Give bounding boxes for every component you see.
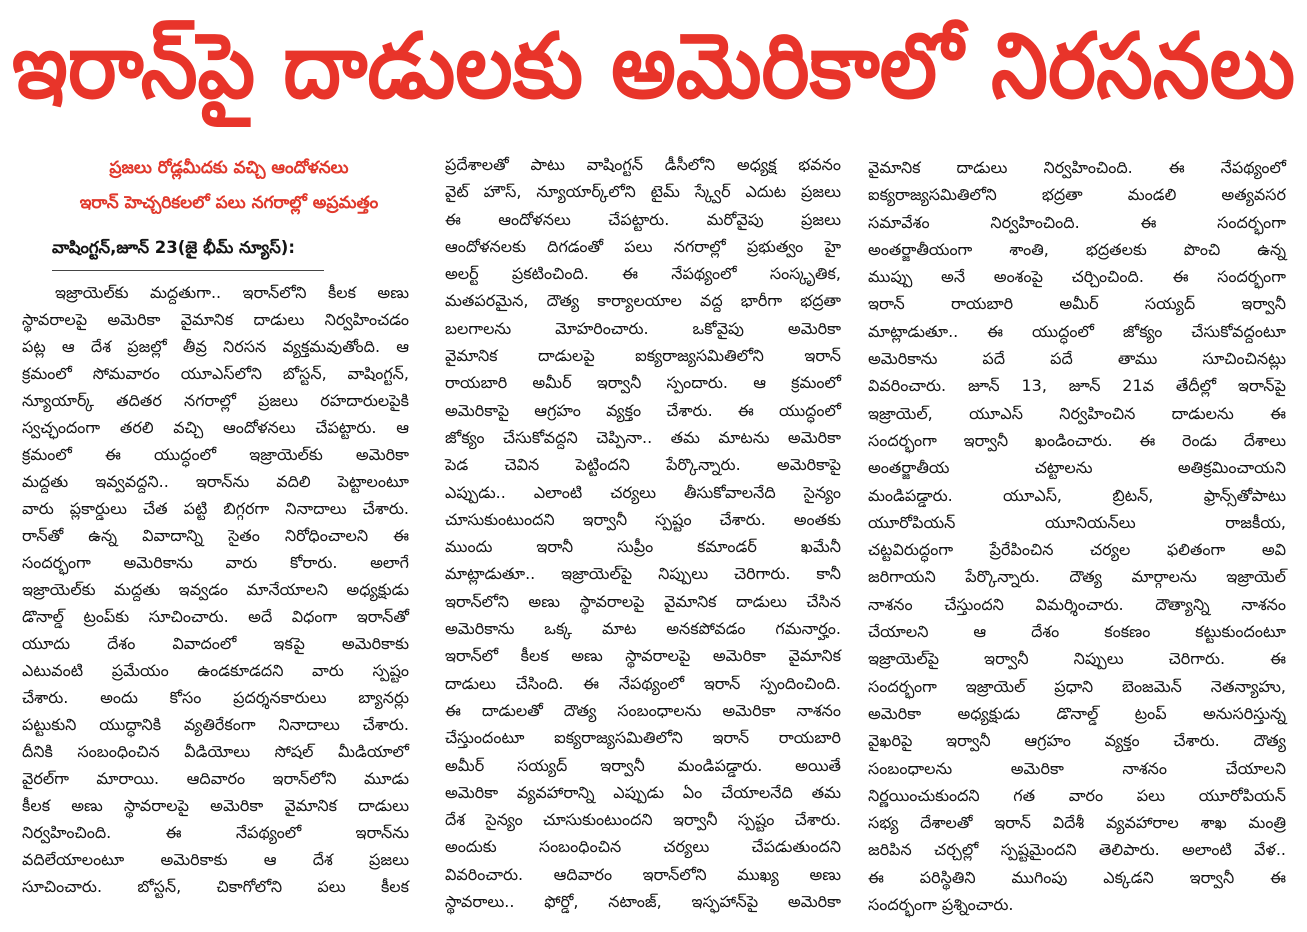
body-line-text: ఎటువంటి ప్రమేయం ఉండకూడదని వారు స్పష్టం: [22, 661, 409, 680]
body-line: [868, 236, 1286, 263]
body-line: [445, 206, 841, 233]
body-line-text: అమీర్ సయ్యద్ ఇర్వానీ మండిపడ్డారు. అయితే: [445, 755, 841, 775]
body-line: [868, 400, 1286, 427]
body-line-text: మాట్లాడుతూ.. ఈ యుద్ధంలో జోక్యం చేసుకోవద్దంటూ: [868, 321, 1286, 341]
body-line-text: సూచించారు. బోస్టన్, చికాగోలోని పలు కీలక: [22, 877, 409, 896]
body-line-text: అలర్ట్ ప్రకటించింది. ఈ నేపథ్యంలో సంస్కృతిక,: [445, 264, 841, 284]
body-line-text: సమావేశం నిర్వహించింది. ఈ సందర్భంగా: [868, 212, 1286, 232]
body-line: [445, 806, 841, 833]
body-line-text: అమెరికా అధ్యక్షుడు డొనాల్డ్ ట్రంప్ అనుసరిస్తున్న: [868, 703, 1286, 723]
body-line: [445, 424, 841, 451]
body-line: [22, 738, 409, 765]
body-line-text: చూసుకుంటుందని ఇర్వానీ స్పష్టం చేశారు. అంతకు: [445, 509, 841, 529]
body-line-text: జరిపిన చర్చల్లో స్పష్టమైందని తెలిపారు. అలాంటి వేళ..: [868, 840, 1286, 860]
body-line: [22, 387, 409, 414]
body-line-text: సందర్భంగా ఇర్వానీ ఖండించారు. ఈ రెండు దేశాలు: [868, 430, 1286, 450]
body-line-text: ఇజ్రాయెల్‌పై ఇర్వానీ నిప్పులు చెరిగారు. ఈ: [868, 649, 1286, 669]
body-line-text: అమెరికా వ్యవహారాన్ని ఎప్పుడు ఏం చేయాలనేది తమ: [445, 782, 841, 802]
body-line: [22, 576, 409, 603]
body-line-text: జోక్యం చేసుకోవద్దని చెప్పినా.. తమ మాటను అమెరికా: [445, 427, 841, 447]
body-line: [22, 495, 409, 522]
body-line-text: ముప్పు అనే అంశంపై చర్చించింది. ఈ సందర్భంగా: [868, 267, 1286, 287]
body-line-text: ఎప్పుడు.. ఎలాంటి చర్యలు తీసుకోవాలనేది సైన్యం: [445, 482, 841, 502]
body-line: [445, 588, 841, 615]
body-line: [22, 306, 409, 333]
body-line: [445, 369, 841, 396]
body-line: [22, 873, 409, 900]
body-line-text: అమెరికాను పదే పదే తాము సూచించినట్లు: [868, 349, 1286, 369]
body-line: [868, 427, 1286, 454]
headline: [12, 14, 1295, 120]
subheadline-line: [40, 151, 418, 186]
dateline: [52, 235, 352, 261]
body-line: [868, 290, 1286, 317]
body-line-text: వదిలేయాలంటూ అమెరికాకు ఆ దేశ ప్రజలు: [22, 850, 409, 869]
body-line-text: నిర్ణయించుకుందని గత వారం పలు యూరోపియన్: [868, 785, 1286, 805]
body-line: [445, 233, 841, 260]
body-line: [22, 792, 409, 819]
dateline-rule: [52, 270, 324, 271]
body-line: [445, 752, 841, 779]
body-line: [22, 711, 409, 738]
body-line-text: యూరోపియన్ యూనియన్‌లు రాజకీయ,: [868, 512, 1286, 532]
article-column-3: [868, 154, 1286, 918]
body-line-text: మాట్లాడుతూ.. ఇజ్రాయెల్‌పై నిప్పులు చెరిగారు. కానీ: [445, 564, 841, 584]
body-line: [868, 454, 1286, 481]
body-line-text: పట్ల ఆ దేశ ప్రజల్లో తీవ్ర నిరసన వ్యక్తమవుతోంది. ఆ: [22, 337, 409, 356]
body-line-text: సభ్య దేశాలతో ఇరాన్ విదేశీ వ్యవహారాల శాఖ మంత్రి: [868, 813, 1286, 833]
subheadline-text: ప్రజలు రోడ్లమీదకు వచ్చి ఆందోళనలు: [109, 158, 349, 178]
body-line: [445, 560, 841, 587]
body-line-text: సందర్భంగా ప్రశ్నించారు.: [868, 895, 1014, 915]
body-line: [22, 603, 409, 630]
body-line-text: స్థావరాలు.. ఫోర్డో, నటాంజ్, ఇస్ఫహాన్‌పై అమెరికా: [445, 892, 841, 912]
body-line: [445, 833, 841, 860]
body-line: [868, 809, 1286, 836]
body-line-text: ఇరాన్ రాయబారి అమీర్ సయ్యద్ ఇర్వానీ: [868, 294, 1286, 314]
body-line-text: క్రమంలో ఈ యుద్ధంలో ఇజ్రాయెల్‌కు అమెరికా: [22, 445, 409, 464]
body-line: [22, 549, 409, 576]
body-line-text: ఈ దాడులతో దౌత్య సంబంధాలను అమెరికా నాశనం: [445, 700, 841, 720]
body-line: [22, 522, 409, 549]
body-line-text: అంతర్జాతీయ చట్టాలను అతిక్రమించాయని: [868, 458, 1286, 478]
body-line-text: పెడ చెవిన పెట్టిందని పేర్కొన్నారు. అమెరికాపై: [445, 455, 841, 475]
body-line: [868, 755, 1286, 782]
body-line-text: ప్రదేశాలతో పాటు వాషింగ్టన్ డీసీలోని అధ్యక్ష భవనం: [445, 155, 841, 174]
body-line-text: సంబంధాలను అమెరికా నాశనం చేయాలని: [868, 758, 1286, 778]
body-line: [445, 670, 841, 697]
body-line-text: కీలక అణు స్థావరాలపై అమెరికా వైమానిక దాడులు: [22, 796, 409, 815]
body-line-text: నిర్వహించింది. ఈ నేపథ్యంలో ఇరాన్‌ను: [22, 823, 409, 842]
body-line: [445, 615, 841, 642]
body-line: [868, 891, 1286, 918]
body-line: [868, 181, 1286, 208]
body-line: [868, 836, 1286, 863]
body-line: [868, 318, 1286, 345]
body-line-text: వారు ప్లకార్డులు చేత పట్టి బిగ్గరగా నినాదాలు చేశారు.: [22, 499, 409, 518]
body-line: [445, 697, 841, 724]
body-line-text: బలగాలను మోహరించారు. ఒకోవైపు అమెరికా: [445, 318, 841, 338]
body-line-text: న్యూయార్క్ తదితర నగరాల్లో ప్రజలు రహదారులపైకి: [22, 391, 409, 410]
body-line: [22, 819, 409, 846]
body-line: [22, 468, 409, 495]
body-line: [445, 506, 841, 533]
body-line: [445, 397, 841, 424]
body-line: [868, 372, 1286, 399]
body-line-text: వివరించారు. జూన్ 13, జూన్ 21వ తేదీల్లో ఇరాన్‌పై: [868, 376, 1286, 396]
body-line: [22, 765, 409, 792]
body-line-text: నాశనం చేస్తుందని విమర్శించారు. దౌత్యాన్ని నాశనం: [868, 594, 1286, 614]
body-line-text: స్వచ్ఛందంగా తరలి వచ్చి ఆందోళనలు చేపట్టారు. ఆ: [22, 418, 409, 437]
body-line-text: అందుకు సంబంధించిన చర్యలు చేపడుతుందని: [445, 837, 841, 857]
body-line: [868, 563, 1286, 590]
body-line-text: వైఖరిపై ఇర్వానీ ఆగ్రహం వ్యక్తం చేశారు. దౌత్య: [868, 731, 1286, 751]
body-line: [22, 684, 409, 711]
body-line: [868, 482, 1286, 509]
body-line-text: దాడులు చేసింది. ఈ నేపథ్యంలో ఇరాన్ స్పందించింది.: [445, 673, 841, 693]
body-line-text: చేస్తుందంటూ ఐక్యరాజ్యసమితిలోని ఇరాన్ రాయబారి: [445, 728, 841, 748]
body-line-text: వివరించారు. ఆదివారం ఇరాన్‌లోని ముఖ్య అణు: [445, 864, 841, 884]
body-line-text: ఇజ్రాయెల్‌కు మద్దతుగా.. ఇరాన్‌లోని కీలక అణు: [55, 283, 409, 302]
body-line: [445, 260, 841, 287]
article-column-1: [22, 279, 409, 900]
body-line: [445, 642, 841, 669]
body-line: [445, 342, 841, 369]
body-line: [868, 345, 1286, 372]
body-line: [868, 263, 1286, 290]
body-line: [868, 864, 1286, 891]
subheadline: [40, 151, 418, 221]
body-line-text: వైట్ హౌస్, న్యూయార్క్‌లోని టైమ్ స్క్వేర్ ఎదుట ప్రజలు: [445, 182, 841, 202]
body-line-text: మద్దతు ఇవ్వవద్దని.. ఇరాన్‌ను వదిలి పెట్టాలంటూ: [22, 472, 409, 491]
body-line: [445, 861, 841, 888]
body-line: [868, 509, 1286, 536]
body-line: [868, 154, 1286, 181]
body-line-text: ఇజ్రాయెల్, యూఎస్ నిర్వహించిన దాడులను ఈ: [868, 403, 1286, 423]
body-line: [868, 536, 1286, 563]
body-line-text: మతపరమైన, దౌత్య కార్యాలయాల వద్ద భారీగా భద్రతా: [445, 291, 841, 311]
body-line: [868, 209, 1286, 236]
body-line: [445, 451, 841, 478]
body-line-text: చేయాలని ఆ దేశం కంకణం కట్టుకుందంటూ: [868, 622, 1286, 642]
body-line: [22, 414, 409, 441]
body-line: [22, 441, 409, 468]
body-line-text: ఇజ్రాయెల్‌కు మద్దతు ఇవ్వడం మానేయాలని అధ్యక్షుడు: [22, 580, 409, 599]
body-line: [22, 846, 409, 873]
body-line-text: యూదు దేశం వివాదంలో ఇకపై అమెరికాకు: [22, 634, 409, 653]
body-line-text: రాన్‌తో ఉన్న వివాదాన్ని సైతం నిరోధించాలని ఈ: [22, 526, 409, 545]
body-line-text: రాయబారి అమీర్ ఇర్వానీ స్పందారు. ఆ క్రమంలో: [445, 373, 841, 393]
body-line-text: ఆందోళనలకు దిగడంతో పలు నగరాల్లో ప్రభుత్వం హై: [445, 236, 841, 256]
body-line: [868, 782, 1286, 809]
body-line: [445, 724, 841, 751]
body-line-text: స్థావరాలపై అమెరికా వైమానిక దాడులు నిర్వహించడం: [22, 310, 409, 329]
article-column-2: [445, 151, 841, 915]
body-line: [445, 287, 841, 314]
body-line-text: అమెరికాను ఒక్క మాట అనకపోవడం గమనార్హం.: [445, 619, 841, 639]
body-line-text: ఈ పరిస్థితిని ముగింపు ఎక్కడని ఇర్వానీ ఈ: [868, 867, 1286, 887]
body-line-text: వైమానిక దాడులు నిర్వహించింది. ఈ నేపథ్యంలో: [868, 158, 1286, 177]
body-line: [868, 645, 1286, 672]
body-line-text: మండిపడ్డారు. యూఎస్, బ్రిటన్, ఫ్రాన్స్‌తోపాటు: [868, 485, 1286, 505]
body-line: [22, 657, 409, 684]
body-line: [868, 727, 1286, 754]
body-line-text: పట్టుకుని యుద్ధానికి వ్యతిరేకంగా నినాదాలు చేశారు.: [22, 715, 409, 734]
body-line-text: డొనాల్డ్ ట్రంప్‌కు సూచించారు. అదే విధంగా ఇరాన్‌తో: [22, 607, 409, 626]
body-line: [22, 333, 409, 360]
body-line: [445, 779, 841, 806]
body-line: [868, 700, 1286, 727]
body-line-text: చేశారు. అందు కోసం ప్రదర్శనకారులు బ్యానర్లు: [22, 688, 409, 707]
body-line-text: దేశ సైన్యం చూసుకుంటుందని ఇర్వానీ స్పష్టం చేశారు.: [445, 810, 841, 830]
body-line: [445, 151, 841, 178]
body-line-text: క్రమంలో సోమవారం యూఎస్‌లోని బోస్టన్, వాషింగ్టన్,: [22, 364, 409, 383]
body-line: [868, 673, 1286, 700]
body-line: [445, 315, 841, 342]
body-line: [868, 591, 1286, 618]
body-line: [22, 279, 409, 306]
body-line: [445, 178, 841, 205]
body-line-text: అంతర్జాతీయంగా శాంతి, భద్రతలకు పొంచి ఉన్న: [868, 239, 1286, 259]
body-line-text: జరిగాయని పేర్కొన్నారు. దౌత్య మార్గాలను ఇజ్రాయెల్: [868, 567, 1286, 587]
body-line-text: వైమానిక దాడులపై ఐక్యరాజ్యసమితిలోని ఇరాన్: [445, 346, 841, 366]
body-line: [868, 618, 1286, 645]
body-line: [22, 360, 409, 387]
body-line-text: ఇరాన్‌లోని అణు స్థావరాలపై వైమానిక దాడులు చేసిన: [445, 591, 841, 611]
body-line: [22, 630, 409, 657]
subheadline-line: [40, 186, 418, 221]
body-line-text: ఈ ఆందోళనలు చేపట్టారు. మరోవైపు ప్రజలు: [445, 209, 841, 229]
body-line-text: ఇరాన్‌లో కీలక అణు స్థావరాలపై అమెరికా వైమానిక: [445, 646, 841, 666]
body-line-text: వైరల్‌గా మారాయి. ఆదివారం ఇరాన్‌లోని మూడు: [22, 769, 409, 788]
body-line-text: ముందు ఇరానీ సుప్రీం కమాండర్ ఖమేనీ: [445, 537, 841, 557]
headline-text: ఇరాన్‌పై దాడులకు అమెరికాలో నిరసనలు: [12, 14, 1295, 119]
body-line-text: సందర్భంగా అమెరికాను వారు కోరారు. అలాగే: [22, 553, 409, 572]
body-line: [445, 888, 841, 915]
body-line-text: సందర్భంగా ఇజ్రాయెల్ ప్రధాని బెంజమెన్ నెతన్యాహు,: [868, 676, 1286, 696]
body-line-text: దీనికి సంబంధించిన వీడియోలు సోషల్ మీడియాలో: [22, 742, 409, 761]
dateline-text: వాషింగ్టన్,జూన్ 23(జై భీమ్ న్యూస్):: [52, 238, 295, 257]
body-line: [445, 479, 841, 506]
body-line-text: చట్టవిరుద్ధంగా ప్రేరేపించిన చర్యల ఫలితంగా అవి: [868, 540, 1286, 560]
subheadline-text: ఇరాన్ హెచ్చరికలలో పలు నగరాల్లో అప్రమత్తం: [79, 193, 379, 213]
body-line-text: ఐక్యరాజ్యసమితిలోని భద్రతా మండలి అత్యవసర: [868, 185, 1286, 205]
body-line: [445, 533, 841, 560]
body-line-text: అమెరికాపై ఆగ్రహం వ్యక్తం చేశారు. ఈ యుద్ధంలో: [445, 400, 841, 420]
